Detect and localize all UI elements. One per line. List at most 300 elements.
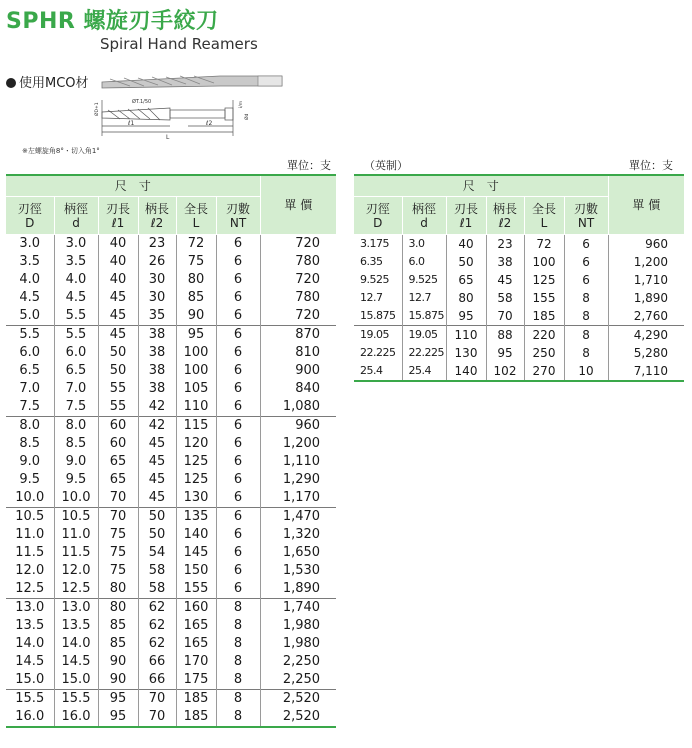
spec-cell: 165 [176,635,216,653]
table-row [6,508,336,527]
column-header-bottom: d [72,215,80,230]
spec-cell: 130 [176,489,216,508]
material-text: 使用MCO材 [19,76,89,91]
price-cell: 840 [295,381,321,396]
column-header [98,197,138,235]
spec-cell: 45 [138,435,176,453]
price-cell: 720 [295,308,321,323]
spec-cell: 10 [564,362,608,381]
column-header-bottom: ℓ2 [150,215,164,230]
spec-cell: 45 [138,453,176,471]
spec-cell: 6 [216,562,260,580]
spec-cell: 270 [524,362,564,381]
spec-cell: 50 [138,526,176,544]
column-header-top: 刃徑 [365,201,390,216]
spec-cell: 6 [564,271,608,289]
spec-cell: 125 [176,471,216,489]
spec-cell: 19.05 [354,326,402,345]
column-header-top: 柄徑 [63,201,88,216]
table-row [6,362,336,380]
spec-cell: 6 [216,508,260,527]
imperial-label: （英制） [364,159,408,172]
spec-cell: 160 [176,599,216,618]
price-cell: 2,760 [633,309,669,323]
spec-cell: 6.0 [402,253,446,271]
spec-cell: 6 [216,471,260,489]
price-cell: 1,740 [260,599,336,618]
spec-cell: 95 [486,344,524,362]
spec-cell: 4.5 [6,289,54,307]
spec-cell: 60 [98,417,138,436]
column-header [6,197,54,235]
price-cell: 1,650 [282,545,321,560]
spec-cell: 90 [98,671,138,690]
spec-cell: 6 [216,344,260,362]
spec-cell: 58 [138,580,176,599]
spec-cell: 8.5 [6,435,54,453]
spec-cell: 7.5 [6,398,54,417]
dim-i: i/m [239,100,244,108]
price-cell: 1,890 [282,581,321,596]
spec-cell: 55 [98,398,138,417]
spec-cell: 25.4 [354,362,402,381]
spec-cell: 8 [216,599,260,618]
spec-cell: 35 [138,307,176,326]
spec-cell: 70 [138,708,176,727]
dim-d: Ød [245,113,250,120]
spec-cell: 8 [216,635,260,653]
spec-cell: 50 [98,362,138,380]
table-row [6,435,336,453]
spec-cell: 11.0 [6,526,54,544]
spec-cell: 58 [486,289,524,307]
spec-cell: 95 [98,690,138,709]
price-cell: 1,890 [633,291,669,305]
spec-cell: 185 [176,708,216,727]
column-header [354,197,402,235]
spec-cell: 45 [486,271,524,289]
spec-cell: 6 [216,489,260,508]
spec-cell: 22.225 [402,344,446,362]
column-header [176,197,216,235]
spec-cell: 38 [138,362,176,380]
spec-cell: 4.0 [6,271,54,289]
spec-cell: 155 [524,289,564,307]
spec-cell: 8 [216,708,260,727]
column-header-bottom: L [192,215,200,230]
spec-cell: 30 [138,289,176,307]
spec-cell: 85 [176,289,216,307]
price-cell: 7,110 [608,362,684,381]
spec-cell: 45 [98,289,138,307]
spec-cell: 54 [138,544,176,562]
price-cell: 870 [260,326,336,345]
table-row [354,289,684,307]
column-header-bottom: NT [577,215,595,230]
table-row [6,398,336,417]
spec-cell: 8 [564,326,608,345]
spec-cell: 45 [138,489,176,508]
price-cell: 1,530 [282,563,321,578]
spec-cell: 50 [98,344,138,362]
dim-l2: ℓ2 [206,120,213,127]
price-cell: 780 [295,290,321,305]
spec-cell: 38 [138,380,176,398]
spec-cell: 70 [486,307,524,326]
spec-cell: 6 [564,235,608,254]
column-header [564,197,608,235]
price-cell: 720 [295,236,321,251]
table-row [6,671,336,690]
spec-cell: 12.7 [354,289,402,307]
spec-cell: 22.225 [354,344,402,362]
spec-cell: 8 [564,289,608,307]
column-header [524,197,564,235]
spec-cell: 115 [176,417,216,436]
column-header-bottom: ℓ1 [459,215,473,230]
spec-cell: 62 [138,617,176,635]
price-cell: 1,200 [282,436,321,451]
spec-cell: 6 [216,289,260,307]
spec-cell: 62 [138,599,176,618]
column-header-top: 柄徑 [411,201,436,216]
table-row [6,471,336,489]
spec-cell: 16.0 [6,708,54,727]
spec-cell: 9.525 [402,271,446,289]
table-row [354,271,684,289]
spec-cell: 50 [446,253,486,271]
price-cell: 1,320 [282,527,321,542]
spec-cell: 175 [176,671,216,690]
spec-cell: 72 [176,235,216,254]
spec-cell: 55 [98,380,138,398]
spec-cell: 6 [216,398,260,417]
spec-cell: 3.5 [54,253,98,271]
column-header [138,197,176,235]
spec-cell: 58 [138,562,176,580]
spec-cell: 3.0 [402,235,446,254]
table-row [6,617,336,635]
table-row [354,344,684,362]
spec-cell: 8.0 [6,417,54,436]
page-subtitle: Spiral Hand Reamers [100,35,258,53]
spec-cell: 14.0 [54,635,98,653]
spec-cell: 6 [564,253,608,271]
spec-cell: 45 [138,471,176,489]
reamer-photo [102,76,282,88]
spec-cell: 6.0 [54,344,98,362]
spec-cell: 8 [216,653,260,671]
page-title: SPHR 螺旋刃手絞刀 [6,9,219,34]
spec-cell: 130 [446,344,486,362]
price-cell: 900 [295,363,321,378]
column-header-bottom: d [420,215,428,230]
spec-cell: 3.175 [354,235,402,254]
spec-cell: 6 [216,435,260,453]
spec-cell: 42 [138,417,176,436]
table-row [6,307,336,326]
spec-cell: 40 [446,235,486,254]
spec-cell: 14.5 [54,653,98,671]
spec-cell: 11.0 [54,526,98,544]
spec-cell: 80 [446,289,486,307]
dim-taper: ØT.1/50 [132,99,152,105]
spec-cell: 75 [98,544,138,562]
spec-cell: 10.0 [54,489,98,508]
spec-cell: 110 [176,398,216,417]
table-row [354,235,684,254]
imperial-spec-table [354,174,684,382]
spec-cell: 220 [524,326,564,345]
column-header-top: 全長 [531,201,556,216]
spec-cell: 6 [216,307,260,326]
spec-cell: 80 [98,599,138,618]
metric-unit-label: 單位：支 [287,159,331,172]
spec-cell: 65 [98,453,138,471]
spec-cell: 8.5 [54,435,98,453]
spec-cell: 45 [98,326,138,345]
spec-cell: 95 [446,307,486,326]
imperial-unit-label: 單位：支 [629,159,673,172]
spec-cell: 6 [216,417,260,436]
spec-cell: 150 [176,562,216,580]
table-row [6,253,336,271]
spec-cell: 13.5 [6,617,54,635]
spec-cell: 80 [98,580,138,599]
spec-cell: 38 [486,253,524,271]
table-row [354,362,684,381]
column-header-bottom: ℓ2 [498,215,512,230]
spec-cell: 40 [98,253,138,271]
table-row [6,489,336,508]
spec-cell: 5.5 [6,326,54,345]
spec-cell: 250 [524,344,564,362]
spec-cell: 140 [176,526,216,544]
spec-cell: 25.4 [402,362,446,381]
drawing-note: ※左螺旋角8°・切入角1° [22,147,100,155]
table-row [6,453,336,471]
spec-cell: 19.05 [402,326,446,345]
spec-cell: 95 [98,708,138,727]
spec-cell: 60 [98,435,138,453]
table-row [6,544,336,562]
column-header-bottom: NT [229,215,247,230]
spec-cell: 12.7 [402,289,446,307]
spec-cell: 5.5 [54,326,98,345]
spec-cell: 23 [138,235,176,254]
spec-cell: 165 [176,617,216,635]
table-row [6,690,336,709]
table-row [354,326,684,345]
spec-cell: 70 [98,508,138,527]
spec-cell: 75 [98,562,138,580]
spec-cell: 13.5 [54,617,98,635]
spec-cell: 85 [98,617,138,635]
spec-cell: 8 [216,671,260,690]
spec-cell: 65 [98,471,138,489]
spec-cell: 26 [138,253,176,271]
table-row [6,635,336,653]
spec-cell: 9.525 [354,271,402,289]
column-header-top: 柄長 [144,201,169,216]
spec-cell: 75 [176,253,216,271]
spec-cell: 15.5 [6,690,54,709]
spec-cell: 66 [138,671,176,690]
table-row [6,417,336,436]
spec-cell: 5.0 [6,307,54,326]
column-header [402,197,446,235]
spec-cell: 11.5 [54,544,98,562]
spec-cell: 88 [486,326,524,345]
spec-cell: 12.0 [6,562,54,580]
price-cell: 1,470 [260,508,336,527]
metric-spec-table [6,174,336,728]
spec-cell: 42 [138,398,176,417]
spec-cell: 14.5 [6,653,54,671]
table-row [6,562,336,580]
spec-cell: 66 [138,653,176,671]
spec-cell: 9.0 [54,453,98,471]
spec-cell: 7.0 [6,380,54,398]
spec-cell: 6 [216,235,260,254]
spec-cell: 100 [176,362,216,380]
spec-cell: 4.5 [54,289,98,307]
column-header-top: 刃數 [226,201,251,216]
spec-cell: 45 [98,307,138,326]
table-row [6,599,336,618]
spec-cell: 75 [98,526,138,544]
spec-cell: 15.0 [6,671,54,690]
spec-cell: 23 [486,235,524,254]
spec-cell: 100 [524,253,564,271]
spec-cell: 110 [446,326,486,345]
spec-cell: 5.5 [54,307,98,326]
spec-cell: 7.0 [54,380,98,398]
spec-cell: 8 [216,617,260,635]
spec-cell: 40 [98,235,138,254]
spec-cell: 105 [176,380,216,398]
spec-cell: 8 [216,690,260,709]
column-header-top: 全長 [183,201,208,216]
spec-cell: 140 [446,362,486,381]
spec-cell: 10.0 [6,489,54,508]
spec-cell: 6.5 [54,362,98,380]
price-cell: 1,290 [282,472,321,487]
spec-cell: 6 [216,453,260,471]
spec-cell: 90 [98,653,138,671]
spec-cell: 6.35 [354,253,402,271]
spec-cell: 40 [98,271,138,289]
column-header-top: 刃數 [574,201,599,216]
size-group-header: 尺 寸 [354,175,608,197]
table-row [6,526,336,544]
spec-cell: 11.5 [6,544,54,562]
spec-cell: 102 [486,362,524,381]
table-row [6,344,336,362]
spec-cell: 62 [138,635,176,653]
spec-cell: 4.0 [54,271,98,289]
spec-cell: 145 [176,544,216,562]
price-cell: 1,980 [282,636,321,651]
price-cell: 4,290 [608,326,684,345]
spec-cell: 6 [216,271,260,289]
spec-cell: 12.0 [54,562,98,580]
column-header [446,197,486,235]
column-header [54,197,98,235]
spec-cell: 85 [98,635,138,653]
spec-cell: 15.0 [54,671,98,690]
spec-cell: 8 [564,344,608,362]
spec-cell: 7.5 [54,398,98,417]
spec-cell: 80 [176,271,216,289]
price-header: 單 價 [260,175,336,235]
dimension-drawing [102,100,233,136]
spec-cell: 9.0 [6,453,54,471]
spec-cell: 185 [176,690,216,709]
price-cell: 1,710 [633,273,669,287]
column-header-bottom: D [25,215,35,230]
spec-cell: 10.5 [54,508,98,527]
price-cell: 2,250 [282,654,321,669]
table-row [6,380,336,398]
spec-cell: 8.0 [54,417,98,436]
price-header: 單 價 [608,175,684,235]
spec-cell: 65 [446,271,486,289]
spec-cell: 100 [176,344,216,362]
spec-cell: 125 [524,271,564,289]
column-header [486,197,524,235]
spec-cell: 3.0 [6,235,54,254]
spec-cell: 9.5 [6,471,54,489]
table-row [6,235,336,254]
spec-cell: 70 [98,489,138,508]
spec-cell: 125 [176,453,216,471]
table-row [354,253,684,271]
spec-cell: 13.0 [54,599,98,618]
column-header-top: 柄長 [492,201,517,216]
spec-cell: 38 [138,326,176,345]
spec-cell: 6.5 [6,362,54,380]
price-cell: 810 [295,345,321,360]
spec-cell: 15.5 [54,690,98,709]
price-cell: 2,250 [282,672,321,687]
spec-cell: 3.0 [54,235,98,254]
spec-cell: 6.0 [6,344,54,362]
price-cell: 1,200 [633,255,669,269]
spec-cell: 155 [176,580,216,599]
table-row [6,653,336,671]
price-cell: 2,520 [260,708,336,727]
table-row [354,307,684,326]
spec-cell: 14.0 [6,635,54,653]
spec-cell: 120 [176,435,216,453]
spec-cell: 10.5 [6,508,54,527]
spec-cell: 6 [216,362,260,380]
spec-cell: 6 [216,526,260,544]
table-row [6,289,336,307]
spec-cell: 6 [216,580,260,599]
price-cell: 780 [295,254,321,269]
spec-cell: 6 [216,380,260,398]
bullet-icon [6,78,16,88]
spec-cell: 6 [216,253,260,271]
price-cell: 960 [645,237,669,251]
column-header-top: 刃長 [453,201,478,216]
price-cell: 960 [260,417,336,436]
dim-l1: ℓ1 [128,120,135,127]
spec-cell: 12.5 [54,580,98,599]
price-cell: 720 [295,272,321,287]
